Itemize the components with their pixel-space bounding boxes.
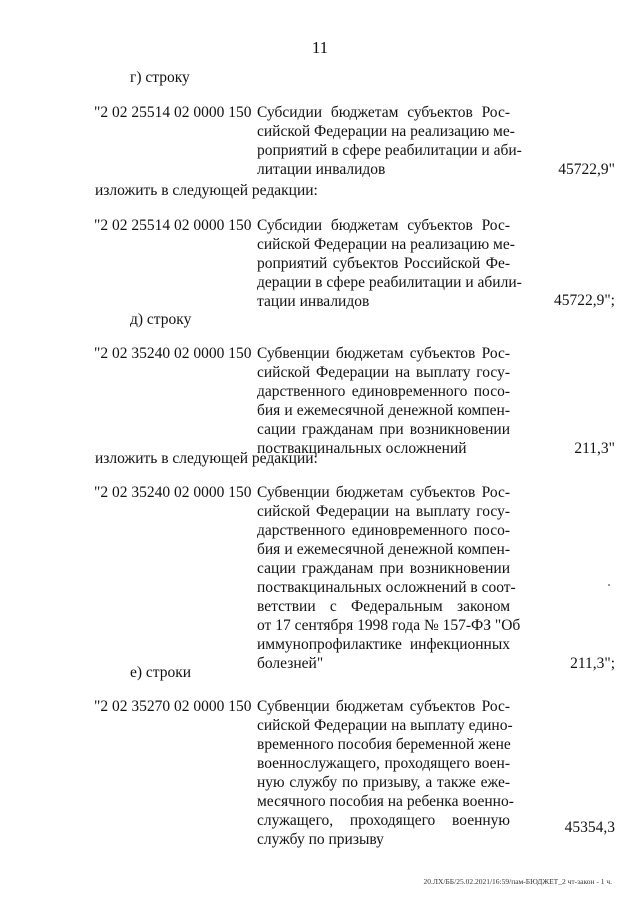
budget-description — [257, 103, 522, 179]
description-line: служащего, проходящего военную — [257, 812, 510, 829]
description-line: сийской Федерации на реализацию ме- — [257, 236, 515, 253]
description-line: Субсидии бюджетам субъектов Рос- — [257, 217, 510, 234]
budget-amount: 45722,9"; — [553, 292, 615, 309]
intro-text: изложить в следующей редакции: — [95, 182, 318, 199]
description-line: бия и ежемесячной денежной компен- — [257, 541, 510, 558]
description-line: роприятий субъектов Российской Фе- — [257, 255, 510, 272]
description-line: тации инвалидов — [257, 293, 370, 310]
description-line: службу по призыву — [257, 831, 384, 848]
description-line: Субвенции бюджетам субъектов Рос- — [257, 698, 510, 715]
description-line: временного пособия беременной жене — [257, 736, 511, 753]
description-line: ную службу по призыву, а также еже- — [257, 774, 510, 791]
description-line: Субвенции бюджетам субъектов Рос- — [257, 484, 510, 501]
description-line: Субсидии бюджетам субъектов Рос- — [257, 104, 510, 121]
budget-code: "2 02 25514 02 0000 150 — [94, 217, 252, 234]
budget-code: "2 02 35240 02 0000 150 — [94, 484, 252, 501]
budget-code: "2 02 35240 02 0000 150 — [94, 345, 252, 362]
description-line: дарственного единовременного посо- — [257, 383, 510, 400]
page-number: 11 — [311, 38, 329, 57]
footer-stamp: 20.ЛХ/ББ/25.02.2021/16:59/пам-БЮДЖЕТ_2 чт-закон - 1 ч. — [423, 877, 612, 886]
section-label: е) строки — [130, 664, 192, 681]
section-label: г) строку — [130, 69, 190, 86]
description-line: ветствии с Федеральным законом — [257, 598, 510, 615]
description-line: месячного пособия на ребенка военно- — [257, 793, 514, 810]
budget-description — [257, 216, 522, 311]
description-line: роприятий в сфере реабилитации и аби- — [257, 142, 522, 159]
description-line: сийской Федерации на выплату госу- — [257, 364, 510, 381]
scan-speck — [608, 584, 610, 586]
description-line: дарственного единовременного посо- — [257, 522, 510, 539]
description-line: сийской Федерации на выплату едино- — [257, 717, 513, 734]
description-line: от 17 сентября 1998 года № 157-ФЗ "Об — [257, 617, 521, 634]
section-label: д) строку — [130, 311, 192, 328]
description-line: бия и ежемесячной денежной компен- — [257, 402, 510, 419]
description-line: дерации в сфере реабилитации и абили- — [257, 274, 522, 291]
budget-code: "2 02 35270 02 0000 150 — [94, 698, 252, 715]
budget-amount: 45354,3 — [564, 819, 615, 836]
description-line: сации гражданам при возникновении — [257, 421, 510, 438]
description-line: болезней" — [257, 655, 324, 672]
description-line: поствакцинальных осложнений в соот- — [257, 579, 516, 596]
budget-amount: 211,3" — [574, 440, 615, 457]
intro-text: изложить в следующей редакции: — [95, 450, 318, 467]
description-line: военнослужащего, проходящего воен- — [257, 755, 510, 772]
budget-amount: 45722,9" — [558, 161, 615, 178]
budget-description — [257, 483, 521, 673]
description-line: сийской Федерации на реализацию ме- — [257, 123, 515, 140]
budget-code: "2 02 25514 02 0000 150 — [94, 104, 252, 121]
budget-amount: 211,3"; — [570, 655, 615, 672]
description-line: сации гражданам при возникновении — [257, 560, 510, 577]
description-line: поствакцинальных осложнений — [257, 440, 467, 457]
description-line: литации инвалидов — [257, 161, 386, 178]
description-line: сийской Федерации на выплату госу- — [257, 503, 510, 520]
budget-description — [257, 697, 514, 849]
budget-description — [257, 344, 510, 458]
description-line: иммунопрофилактике инфекционных — [257, 636, 510, 653]
description-line: Субвенции бюджетам субъектов Рос- — [257, 345, 510, 362]
